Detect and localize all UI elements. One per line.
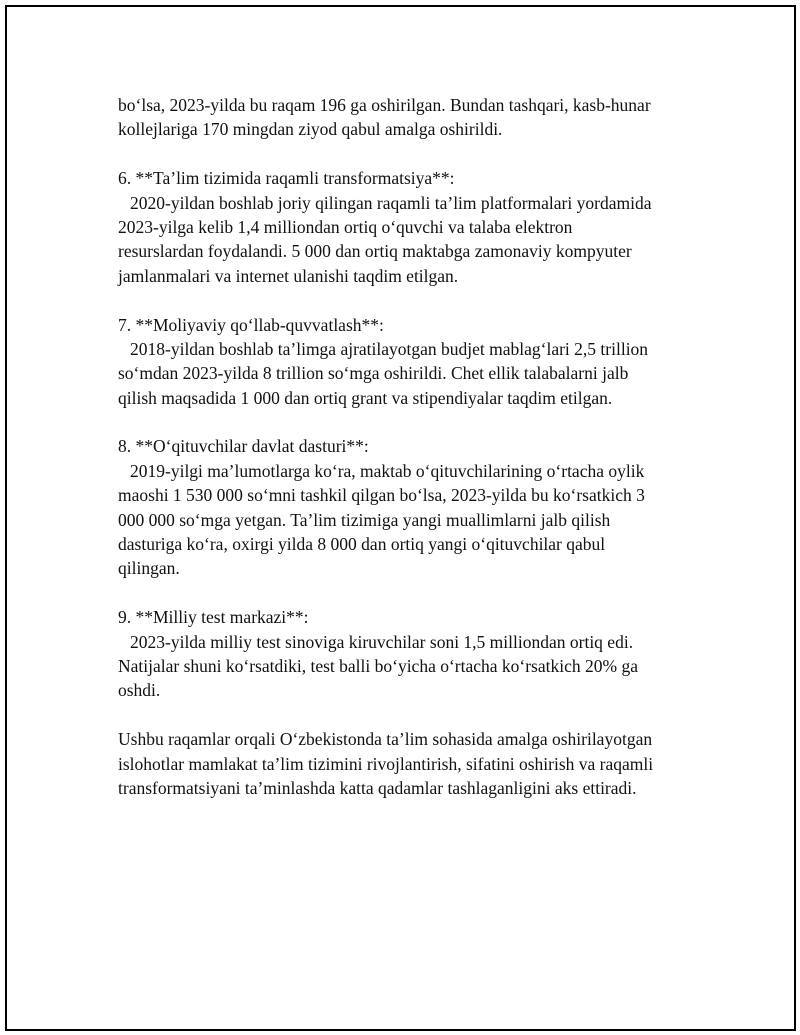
paragraph-spacer bbox=[118, 410, 688, 434]
text-line: 2020-yildan boshlab joriy qilingan raqamli ta’lim platformalari yordamida bbox=[130, 192, 652, 213]
section-heading: 9. **Milliy test markazi**: bbox=[118, 607, 309, 628]
section-6 bbox=[118, 166, 688, 288]
section-heading: 7. **Moliyaviy qo‘llab-quvvatlash**: bbox=[118, 314, 384, 335]
text-line: 2019-yilgi ma’lumotlarga ko‘ra, maktab o‘qituvchilarining o‘rtacha oylik bbox=[130, 460, 645, 481]
text-line: Natijalar shuni ko‘rsatdiki, test balli bo‘yicha o‘rtacha ko‘rsatkich 20% ga bbox=[118, 655, 638, 676]
text-line: Ushbu raqamlar orqali O‘zbekistonda ta’lim sohasida amalga oshirilayotgan bbox=[118, 729, 653, 750]
text-line: 000 000 so‘mga yetgan. Ta’lim tizimiga yangi muallimlarni jalb qilish bbox=[118, 509, 611, 530]
text-line: islohotlar mamlakat ta’lim tizimini rivojlantirish, sifatini oshirish va raqamli bbox=[118, 753, 654, 774]
text-line: qilingan. bbox=[118, 558, 180, 579]
text-line: maoshi 1 530 000 so‘mni tashkil qilgan bo‘lsa, 2023-yilda bu ko‘rsatkich 3 bbox=[118, 485, 645, 506]
text-line: 2018-yildan boshlab ta’limga ajratilayotgan budjet mablag‘lari 2,5 trillion bbox=[130, 338, 649, 359]
text-line: qilish maqsadida 1 000 dan ortiq grant va stipendiyalar taqdim etilgan. bbox=[118, 387, 613, 408]
text-line: 2023-yilga kelib 1,4 milliondan ortiq o‘quvchi va talaba elektron bbox=[118, 216, 573, 237]
paragraph-spacer bbox=[118, 142, 688, 166]
text-line: 2023-yilda milliy test sinoviga kiruvchilar soni 1,5 milliondan ortiq edi. bbox=[130, 631, 634, 652]
section-heading: 8. **O‘qituvchilar davlat dasturi**: bbox=[118, 436, 369, 457]
text-line: jamlanmalari va internet ulanishi taqdim etilgan. bbox=[118, 265, 459, 286]
conclusion-paragraph bbox=[118, 727, 688, 800]
text-line: kollejlariga 170 mingdan ziyod qabul amalga oshirildi. bbox=[118, 119, 503, 140]
paragraph-spacer bbox=[118, 581, 688, 605]
text-line: oshdi. bbox=[118, 680, 161, 701]
text-line: bo‘lsa, 2023-yilda bu raqam 196 ga oshirilgan. Bundan tashqari, kasb-hunar bbox=[118, 95, 651, 115]
section-heading: 6. **Ta’lim tizimida raqamli transformatsiya**: bbox=[118, 168, 455, 189]
text-line: so‘mdan 2023-yilda 8 trillion so‘mga oshirildi. Chet ellik talabalarni jalb bbox=[118, 363, 629, 384]
section-8 bbox=[118, 434, 688, 580]
text-line: transformatsiyani ta’minlashda katta qadamlar tashlaganligini aks ettiradi. bbox=[118, 777, 637, 798]
section-7 bbox=[118, 313, 688, 411]
paragraph-spacer bbox=[118, 703, 688, 727]
intro-paragraph bbox=[118, 93, 688, 142]
paragraph-spacer bbox=[118, 288, 688, 312]
document-body bbox=[118, 93, 688, 800]
text-line: dasturiga ko‘ra, oxirgi yilda 8 000 dan ortiq yangi o‘qituvchilar qabul bbox=[118, 534, 606, 555]
section-9 bbox=[118, 605, 688, 703]
text-line: resurslardan foydalandi. 5 000 dan ortiq maktabga zamonaviy kompyuter bbox=[118, 241, 632, 262]
